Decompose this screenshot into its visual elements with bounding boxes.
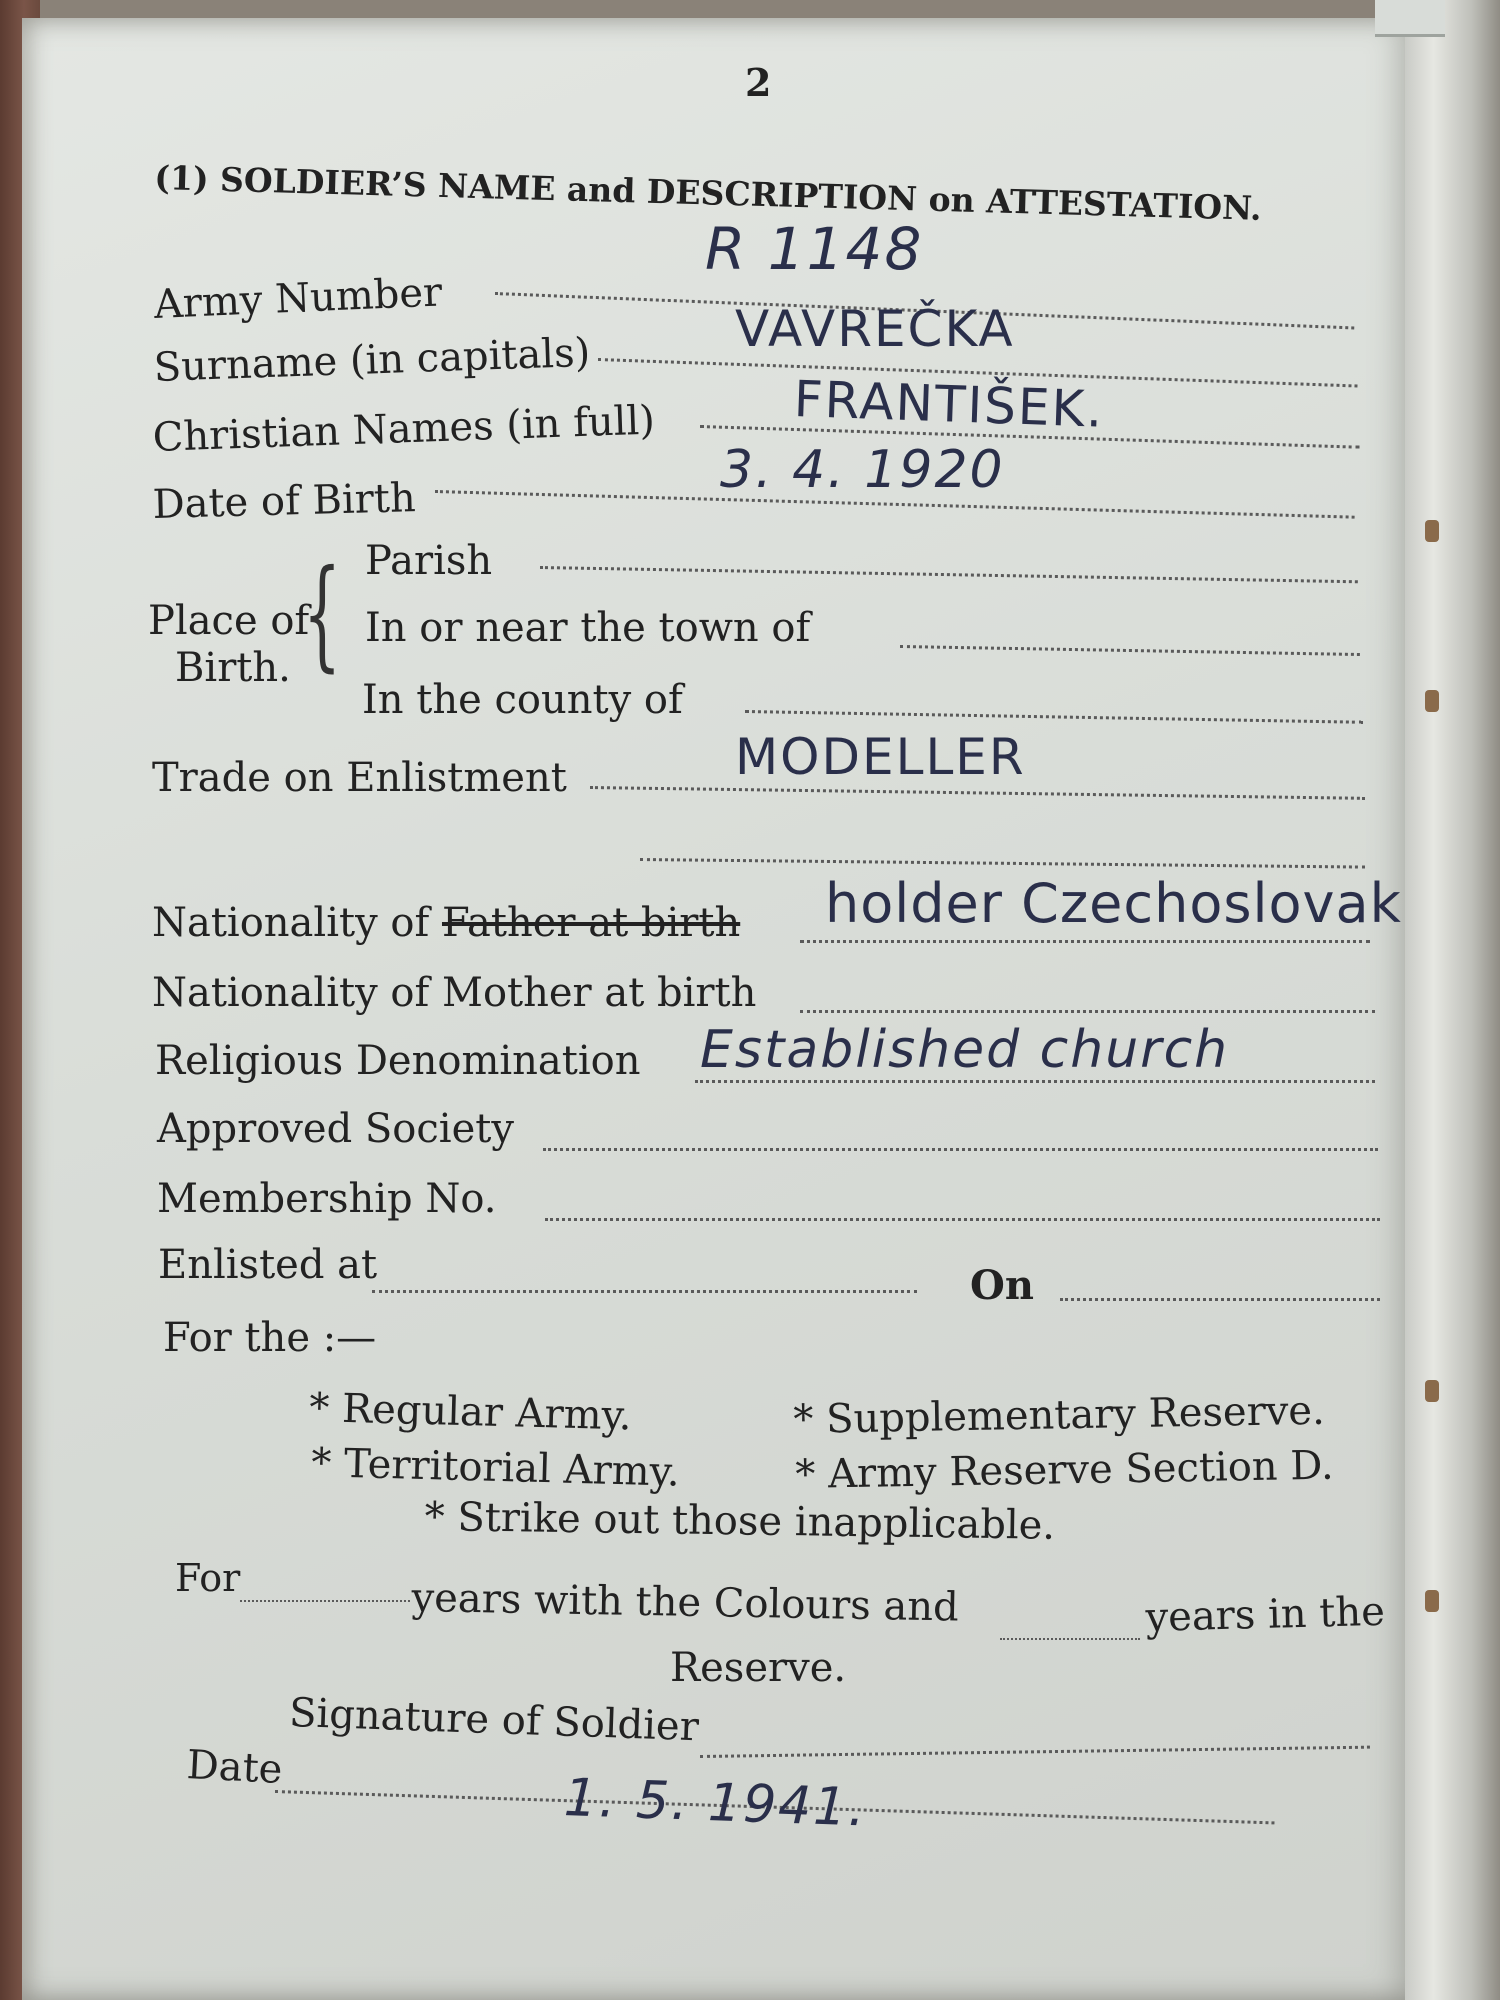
option-supplementary-reserve: * Supplementary Reserve. xyxy=(793,1387,1326,1443)
nationality-mother-label: Nationality of Mother at birth xyxy=(152,970,757,1016)
reserve-text-b: Reserve. xyxy=(670,1645,847,1691)
christian-names-label: Christian Names (in full) xyxy=(152,397,656,461)
surname-value: VAVREČKA xyxy=(735,300,1015,358)
binding-clip xyxy=(1375,0,1445,37)
christian-names-value: FRANTIŠEK. xyxy=(792,370,1106,439)
enlisted-at-line xyxy=(372,1290,917,1293)
stitch-mark xyxy=(1425,690,1439,712)
nationality-mother-line xyxy=(800,1010,1375,1013)
county-label: In the county of xyxy=(362,677,683,723)
religion-line xyxy=(695,1080,1375,1083)
date-value: 1. 5. 1941. xyxy=(562,1768,868,1839)
option-army-reserve-section-d: * Army Reserve Section D. xyxy=(795,1442,1335,1498)
nationality-father-label xyxy=(152,900,740,946)
signature-label: Signature of Soldier xyxy=(288,1690,700,1751)
stitch-mark xyxy=(1425,520,1439,542)
on-line xyxy=(1060,1298,1380,1301)
trade-label: Trade on Enlistment xyxy=(152,755,567,801)
religion-label: Religious Denomination xyxy=(155,1038,641,1084)
army-number-value: R 1148 xyxy=(705,215,924,283)
approved-society-line xyxy=(543,1148,1378,1151)
stitch-mark xyxy=(1425,1590,1439,1612)
membership-no-line xyxy=(545,1218,1380,1221)
nationality-father-value: holder Czechoslovak xyxy=(825,872,1402,935)
surname-label: Surname (in capitals) xyxy=(153,329,591,391)
reserve-years-line xyxy=(1000,1638,1140,1640)
colours-text: years with the Colours and xyxy=(411,1575,960,1631)
approved-society-label: Approved Society xyxy=(157,1106,514,1152)
date-label: Date xyxy=(185,1742,284,1793)
page-number: 2 xyxy=(745,60,772,105)
date-of-birth-label: Date of Birth xyxy=(152,475,417,528)
page-edge xyxy=(1405,0,1500,2000)
place-of-birth-label-2: Birth. xyxy=(175,645,291,691)
parish-label: Parish xyxy=(365,538,493,584)
stitch-mark xyxy=(1425,1380,1439,1402)
trade-value: MODELLER xyxy=(735,728,1026,786)
date-of-birth-value: 3. 4. 1920 xyxy=(720,440,1005,500)
for-the-label: For the :— xyxy=(163,1315,377,1361)
army-number-label: Army Number xyxy=(153,269,444,328)
service-for-label: For xyxy=(175,1556,241,1600)
reserve-text-a: years in the xyxy=(1145,1588,1386,1641)
membership-no-label: Membership No. xyxy=(157,1176,497,1222)
option-regular-army: * Regular Army. xyxy=(308,1385,633,1440)
place-of-birth-label: Place of xyxy=(148,598,310,644)
colours-years-line xyxy=(240,1600,410,1602)
nationality-prefix: Nationality of xyxy=(152,900,430,946)
town-label: In or near the town of xyxy=(365,605,811,651)
enlisted-at-label: Enlisted at xyxy=(158,1242,378,1288)
on-label: On xyxy=(970,1262,1034,1309)
religion-value: Established church xyxy=(700,1020,1230,1080)
strike-out-note: * Strike out those inapplicable. xyxy=(424,1494,1056,1549)
option-territorial-army: * Territorial Army. xyxy=(310,1440,681,1496)
nationality-father-line xyxy=(800,940,1370,943)
struck-father-at-birth: Father at birth xyxy=(441,900,741,946)
form-heading: (1) SOLDIER’S NAME and DESCRIPTION on ATTESTATION. xyxy=(153,158,1263,228)
brace: { xyxy=(303,545,342,684)
